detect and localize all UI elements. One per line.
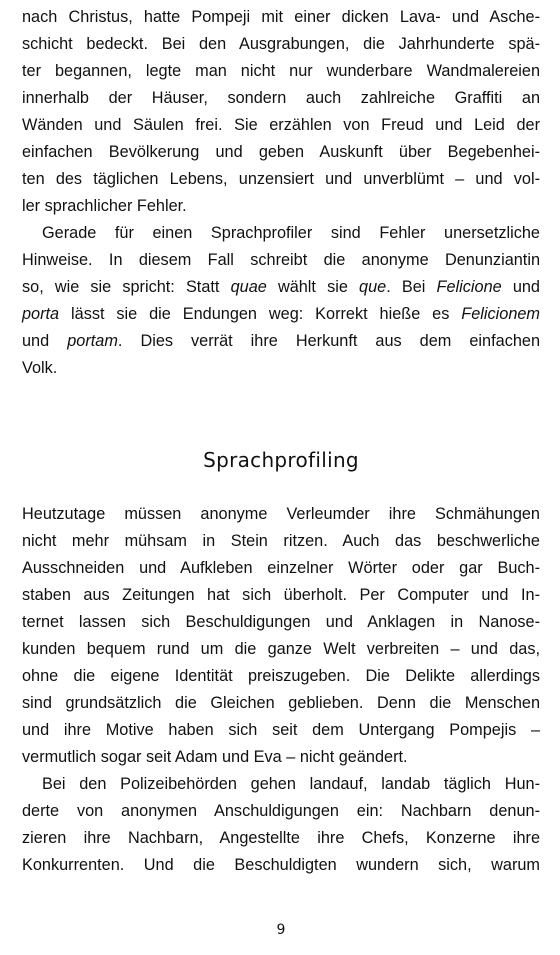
text-line: ternet lassen sich Beschuldigungen und Anklagen in Nanose-: [22, 613, 540, 631]
text-run: . Dies verrät ihre Herkunft aus dem einfachen: [117, 332, 540, 350]
text-run: und: [22, 332, 68, 350]
text-line: einfachen Bevölkerung und geben Auskunft über Begebenhei-: [22, 143, 540, 161]
text-run: und: [501, 278, 540, 296]
text-line: ter begannen, legte man nicht nur wunderbare Wandmalereien: [22, 62, 540, 80]
text-line: [22, 301, 540, 328]
text-line: ohne die eigene Identität preiszugeben. Die Delikte allerdings: [22, 667, 540, 685]
text-line: Gerade für einen Sprachprofiler sind Fehler unersetzliche: [42, 224, 540, 242]
text-line: staben aus Zeitungen hat sich überholt. Per Computer und In-: [22, 586, 540, 604]
text-line: Wänden und Säulen frei. Sie erzählen von Freud und Leid der: [22, 116, 540, 134]
section-heading: Sprachprofiling: [203, 448, 359, 472]
text-line: Bei den Polizeibehörden gehen landauf, landab täglich Hun-: [42, 775, 540, 793]
text-line: nicht mehr mühsam in Stein ritzen. Auch das beschwerliche: [22, 532, 540, 550]
text-line: schicht bedeckt. Bei den Ausgrabungen, die Jahrhunderte spä-: [22, 35, 540, 53]
text-line: ten des täglichen Lebens, unzensiert und unverblümt – und vol-: [22, 170, 540, 188]
text-line: ler sprachlicher Fehler.: [22, 197, 187, 215]
latin-term: que: [359, 278, 387, 296]
paragraph-verleumder: [22, 501, 540, 771]
section-sprachprofiling: [22, 501, 540, 879]
text-line: [22, 328, 540, 355]
latin-term: quae: [230, 278, 267, 296]
text-line: [22, 274, 540, 301]
paragraph-polizeibehoerden: [22, 771, 540, 879]
text-line: kunden bequem rund um die ganze Welt verbreiten – und das,: [22, 640, 540, 658]
latin-term: portam: [67, 332, 118, 350]
text-line: zieren ihre Nachbarn, Angestellte ihre Chefs, Konzerne ihre: [22, 829, 540, 847]
text-line: Heutzutage müssen anonyme Verleumder ihre Schmähungen: [22, 505, 540, 523]
paragraph-pompeji: [22, 4, 540, 220]
paragraph-sprachprofiler: [22, 220, 540, 382]
book-page: [22, 4, 540, 938]
text-run: . Bei: [386, 278, 437, 296]
text-line: und ihre Motive haben sich seit dem Untergang Pompejis –: [22, 721, 540, 739]
text-line: nach Christus, hatte Pompeji mit einer dicken Lava- und Asche-: [22, 8, 540, 26]
text-run: lässt sie die Endungen weg: Korrekt hieße es: [59, 305, 462, 323]
text-line: derte von anonymen Anschuldigungen ein: Nachbarn denun-: [22, 802, 540, 820]
text-run: wählt sie: [266, 278, 360, 296]
latin-term: Felicione: [436, 278, 502, 296]
text-run: so, wie sie spricht: Statt: [22, 278, 231, 296]
page-number: 9: [276, 922, 286, 938]
text-line: Konkurrenten. Und die Beschuldigten wundern sich, warum: [22, 856, 540, 874]
latin-term: porta: [22, 305, 60, 323]
text-line: Hinweise. In diesem Fall schreibt die anonyme Denunziantin: [22, 251, 540, 269]
text-line: sind grundsätzlich die Gleichen geblieben. Denn die Menschen: [22, 694, 540, 712]
text-line: vermutlich sogar seit Adam und Eva – nicht geändert.: [22, 748, 408, 766]
section-intro: [22, 4, 540, 382]
text-line: innerhalb der Häuser, sondern auch zahlreiche Graffiti an: [22, 89, 540, 107]
text-line: Volk.: [22, 359, 58, 377]
latin-term: Felicionem: [461, 305, 540, 323]
text-line: Ausschneiden und Aufkleben einzelner Wörter oder gar Buch-: [22, 559, 540, 577]
